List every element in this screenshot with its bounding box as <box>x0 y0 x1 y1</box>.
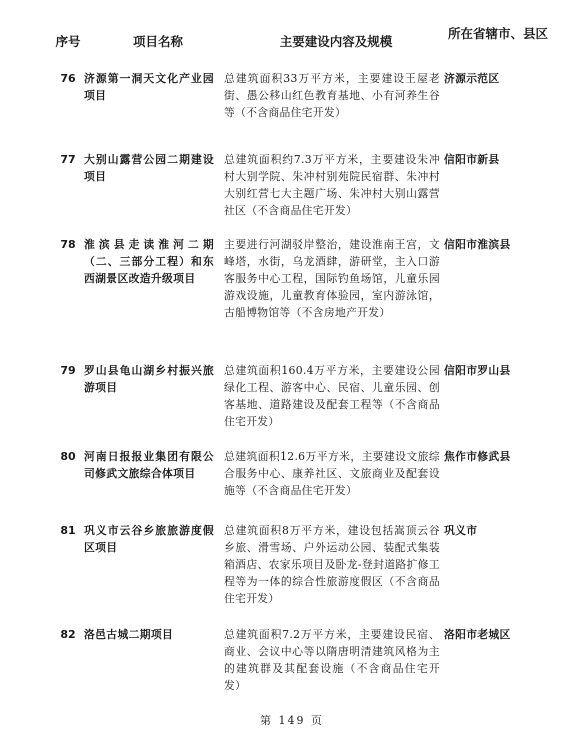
header-content: 主要建设内容及规模 <box>279 34 393 49</box>
row-content: 总建筑面积8万平方米，建设包括嵩顶云谷乡旅、滑雪场、户外运动公园、装配式集装箱酒店、农家乐项目及卧龙-登封道路扩修工程等为一体的综合性旅游度假区（不含商品住宅开发） <box>224 524 440 605</box>
row-content: 主要进行河湖驳岸整治，建设淮南王宫，文峰塔，水街，乌龙酒肆，游研堂，主入口游客服务中心工程，国际钓鱼场馆，儿童乐园游戏设施，儿童教育体验园，室内游泳馆，古船博物馆等（不含房地产开发） <box>224 238 440 319</box>
row-content: 总建筑面积7.2万平方米，主要建设民宿、商业、会议中心等以隋唐明清建筑风格为主的建筑群及其配套设施（不含商品住宅开发） <box>224 628 440 692</box>
header-project-name: 项目名称 <box>132 34 183 49</box>
page-number: 第 149 页 <box>260 714 324 727</box>
row-location: 焦作市修武县 <box>444 450 511 463</box>
row-seq: 77 <box>60 153 76 166</box>
row-project-name: 洛邑古城二期项目 <box>84 628 174 641</box>
row-project-name: 罗山县龟山湖乡村振兴旅游项目 <box>84 364 214 394</box>
row-project-name: 淮滨县走读淮河二期（二、三部分工程）和东西湖景区改造升级项目 <box>84 238 214 285</box>
row-project-name: 巩义市云谷乡旅旅游度假区项目 <box>84 524 214 554</box>
table-header <box>0 0 584 64</box>
row-location: 信阳市淮滨县 <box>444 238 511 251</box>
row-project-name: 济源第一洞天文化产业园项目 <box>84 72 214 102</box>
row-seq: 78 <box>60 238 76 251</box>
row-project-name: 河南日报报业集团有限公司修武文旅综合体项目 <box>84 450 214 480</box>
row-seq: 82 <box>60 628 76 641</box>
row-seq: 76 <box>60 72 76 85</box>
row-content: 总建筑面积33万平方米，主要建设王屋老街、愚公移山红色教育基地、小有河养生谷等（不含商品住宅开发） <box>224 72 440 119</box>
row-content: 总建筑面积12.6万平方米，主要建设文旅综合服务中心、康养社区、文旅商业及配套设施等（不含商品住宅开发） <box>224 450 440 497</box>
header-seq: 序号 <box>55 34 81 49</box>
row-project-name: 大别山露营公园二期建设项目 <box>84 153 214 183</box>
row-content: 总建筑面积160.4万平方米，主要建设公园绿化工程、游客中心、民宿、儿童乐园、创客基地、道路建设及配套工程等（不含商品住宅开发） <box>224 364 440 428</box>
row-location: 洛阳市老城区 <box>444 628 511 641</box>
header-location: 所在省辖市、县区 <box>447 26 548 41</box>
row-location: 信阳市新县 <box>444 153 500 166</box>
row-location: 济源示范区 <box>444 72 500 85</box>
row-seq: 80 <box>60 450 76 463</box>
row-content: 总建筑面积约7.3万平方米，主要建设朱冲村大别学院、朱冲村别苑院民宿群、朱冲村大别红营七大主题广场、朱冲村大别山露营社区（不含商品住宅开发） <box>224 153 440 217</box>
row-location: 巩义市 <box>444 524 478 537</box>
row-seq: 81 <box>60 524 76 537</box>
row-seq: 79 <box>60 364 76 377</box>
row-location: 信阳市罗山县 <box>444 364 511 377</box>
